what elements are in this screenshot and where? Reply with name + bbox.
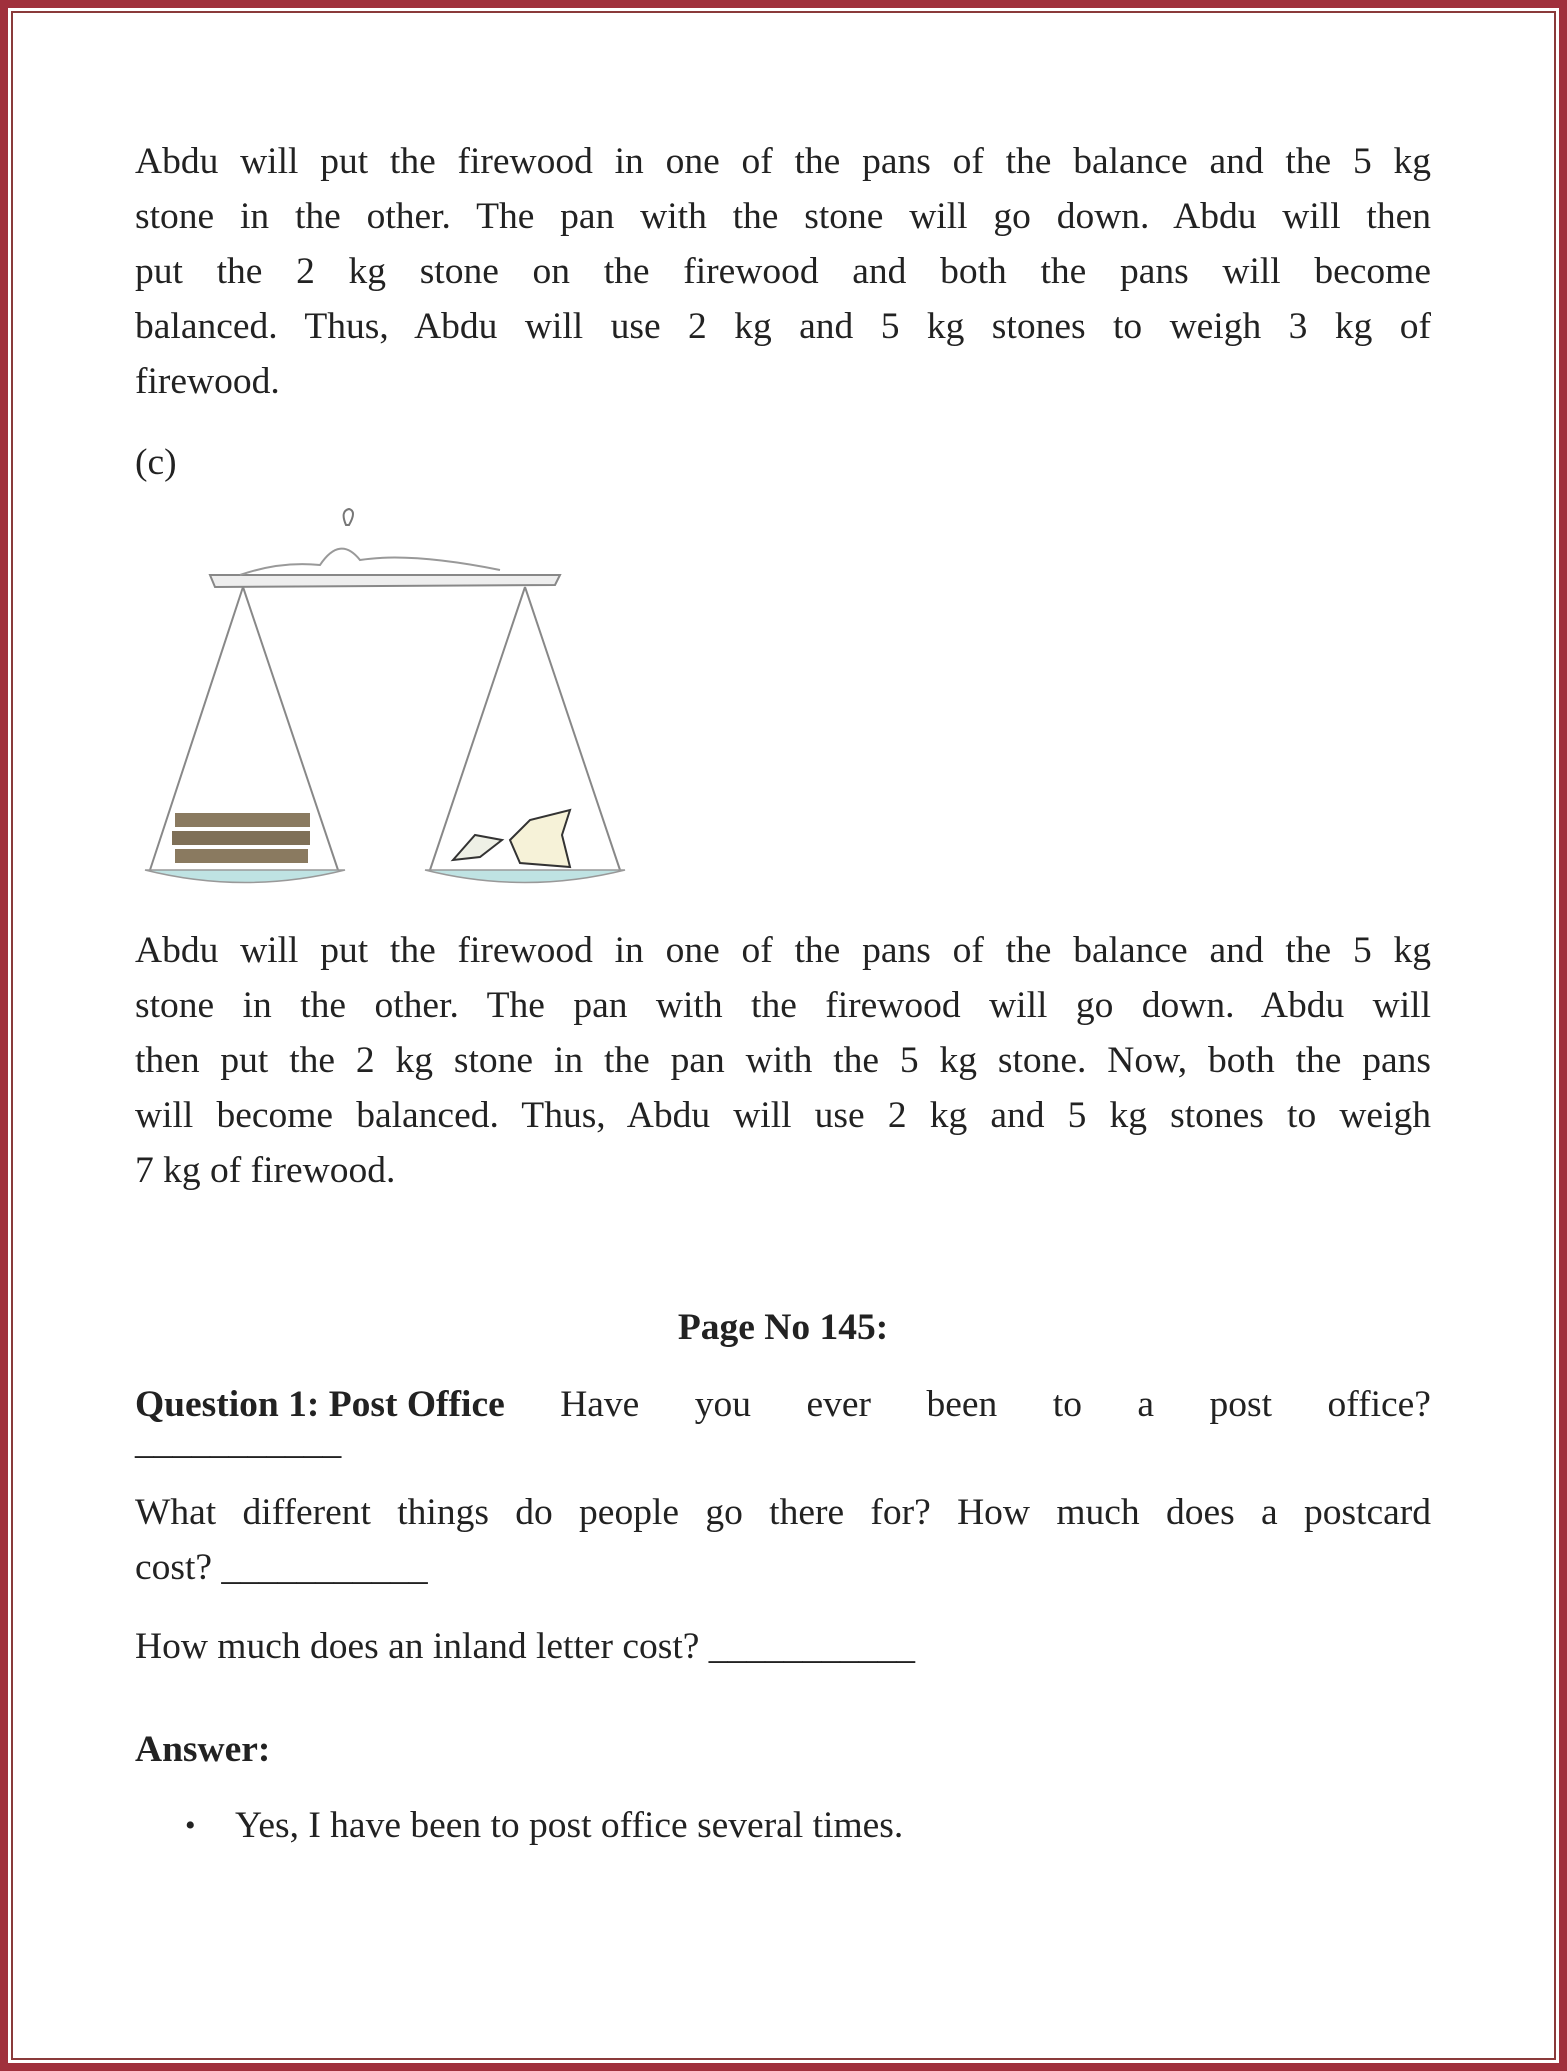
question-text: cost? ___________: [135, 1547, 428, 1588]
answer-bullet-text: Yes, I have been to post office several times.: [235, 1805, 904, 1846]
label-c: [135, 435, 1431, 490]
text-line: put the 2 kg stone on the firewood and both the pans will become: [135, 251, 1431, 292]
balance-scale-illustration: [130, 505, 630, 885]
word: Have: [560, 1384, 640, 1425]
word: post: [1209, 1384, 1273, 1425]
question-text: How much does an inland letter cost? ___________: [135, 1626, 916, 1667]
page-heading: Page No 145:: [677, 1307, 889, 1348]
answer-blank: ___________: [135, 1421, 342, 1462]
text-line: will become balanced. Thus, Abdu will use 2 kg and 5 kg stones to weigh: [135, 1095, 1431, 1136]
part-label: (c): [135, 442, 177, 483]
word: ever: [806, 1384, 872, 1425]
text-line: then put the 2 kg stone in the pan with the 5 kg stone. Now, both the pans: [135, 1040, 1431, 1081]
question-1: [135, 1377, 1431, 1674]
firewood-icon: [172, 813, 310, 863]
page-heading-wrap: [135, 1300, 1431, 1355]
word: office?: [1327, 1384, 1431, 1425]
answer-section: [135, 1722, 1431, 1777]
text-line: 7 kg of firewood.: [135, 1150, 396, 1191]
text-line: stone in the other. The pan with the stone will go down. Abdu will then: [135, 196, 1431, 237]
text-line: firewood.: [135, 361, 280, 402]
paragraph-b: [135, 134, 1431, 409]
word: you: [694, 1384, 752, 1425]
text-line: Abdu will put the firewood in one of the pans of the balance and the 5 kg: [135, 141, 1431, 182]
word: to: [1052, 1384, 1082, 1425]
text-line: balanced. Thus, Abdu will use 2 kg and 5 kg stones to weigh 3 kg of: [135, 306, 1431, 347]
word: a: [1137, 1384, 1155, 1425]
bullet-icon: •: [185, 1809, 196, 1842]
answer-label: Answer:: [135, 1729, 271, 1770]
question-label-text: Question 1: Post Office: [135, 1384, 505, 1425]
answer-bullet: [235, 1798, 1335, 1853]
paragraph-c: [135, 923, 1431, 1198]
text-line: Abdu will put the firewood in one of the pans of the balance and the 5 kg: [135, 930, 1431, 971]
text-line: stone in the other. The pan with the firewood will go down. Abdu will: [135, 985, 1431, 1026]
word: been: [926, 1384, 998, 1425]
question-text: What different things do people go there for? How much does a postcard: [135, 1492, 1431, 1533]
stones-icon: [453, 810, 570, 867]
